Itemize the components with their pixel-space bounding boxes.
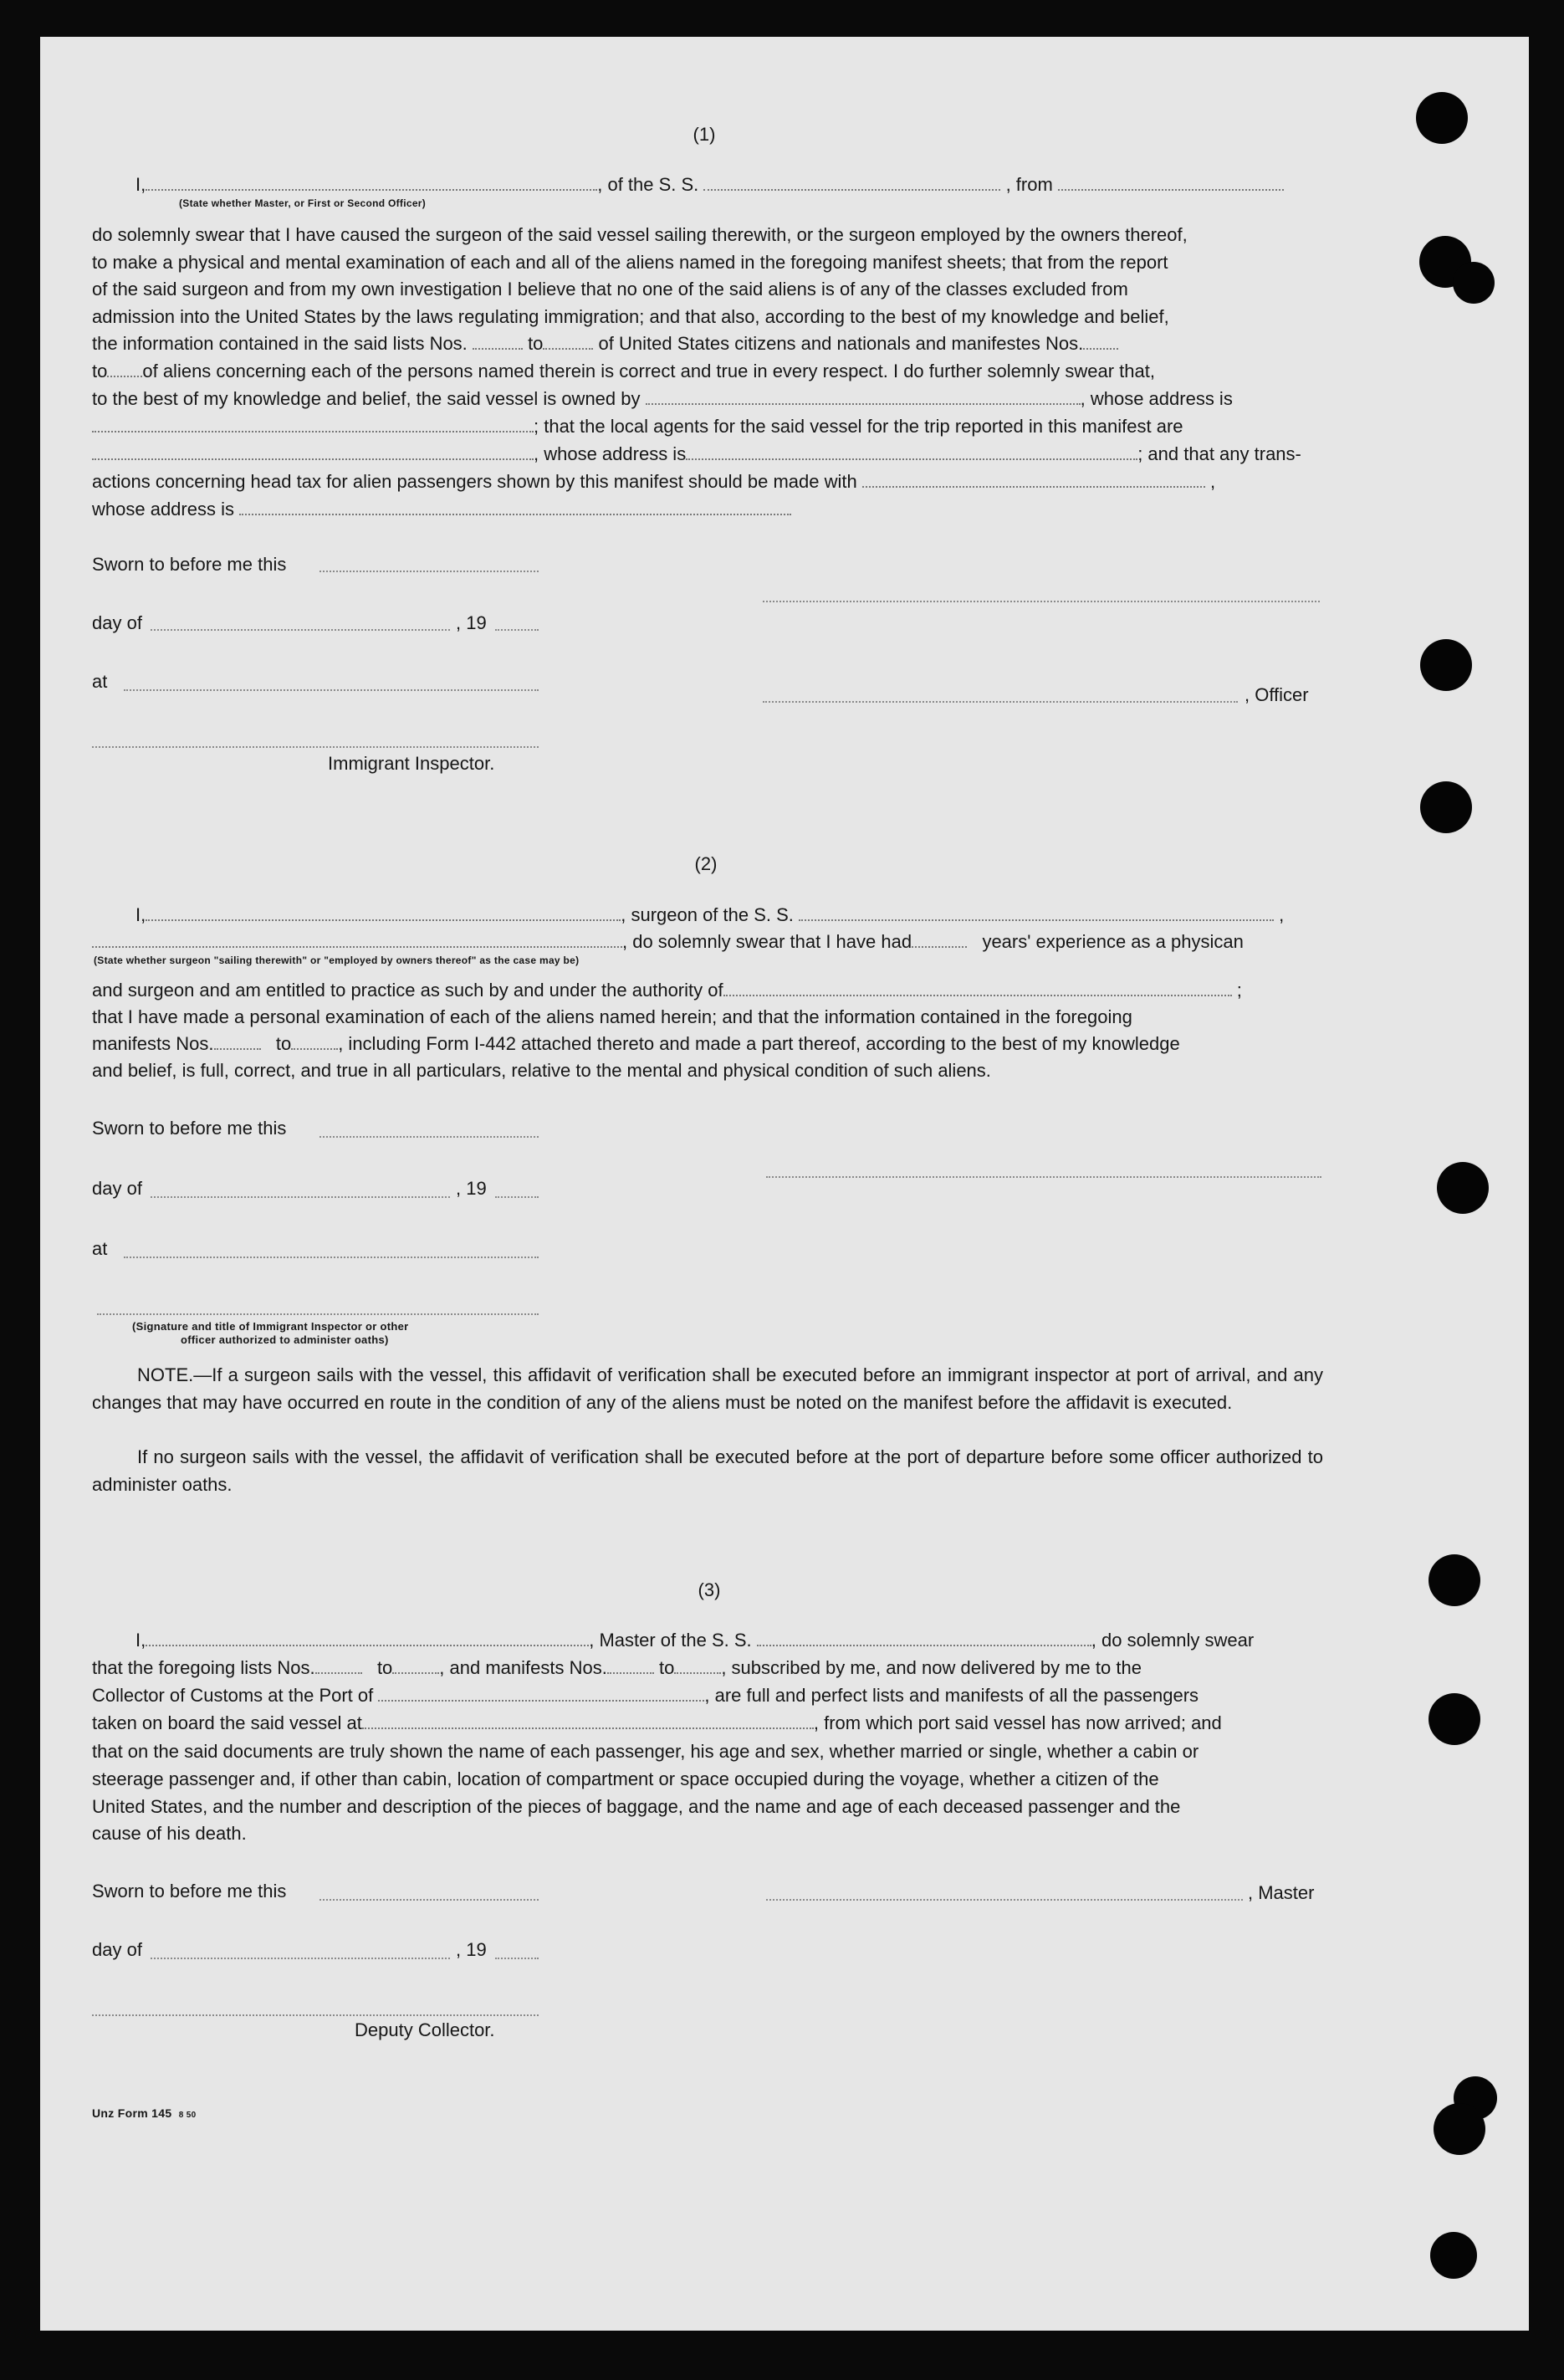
whose-address-label: whose address is [92,499,234,520]
solemnly-swear-text: , do solemnly swear that I have had [622,931,912,952]
manifests-label: manifests Nos. [92,1033,214,1054]
year-field[interactable] [495,1958,539,1959]
section-1-body [92,222,1323,330]
section-1-day-of: day of [92,612,142,633]
note-paragraph-2 [92,1444,1323,1498]
note-text: NOTE.—If a surgeon sails with the vessel, this affidavit of verification shall be executed before an immigrant inspector at port of arrival, and any changes that may have occurred en route in the condition of any of the aliens must be noted on the manifest before the affidavit is executed. [92,1364,1323,1413]
surgeon-type-field[interactable] [92,931,622,948]
section-1-line-1 [135,171,1284,198]
officer-label: , Officer [1245,684,1309,705]
vessel-name-field[interactable] [703,174,1000,191]
officer-note: (State whether Master, or First or Second Officer) [179,197,427,209]
master-signature-line[interactable] [766,1899,1243,1901]
section-2-at: at [92,1238,108,1259]
section-3-line-1 [135,1627,1254,1654]
deputy-signature-line[interactable] [92,2014,539,2016]
inspector-signature-line[interactable] [97,1313,539,1315]
section-1-body-line: of the said surgeon and from my own investigation I believe that no one of the said aliens is of any of the classes excluded from [92,279,1128,300]
month-field[interactable] [151,1958,450,1959]
section-3-line-2 [92,1655,1142,1681]
form-i442-text: , including Form I-442 attached thereto and made a part thereof, according to the best of my knowledge [338,1033,1180,1054]
surgeon-note: (State whether surgeon "sailing therewith" or "employed by owners thereof" as the case may be) [94,955,580,966]
form-label: Unz Form 145 [92,2106,172,2120]
section-3-line-3 [92,1682,1199,1709]
from-port-field[interactable] [1058,174,1284,191]
section-1-line-agents [92,413,1183,440]
punch-hole [1453,262,1495,304]
embarkation-port-field[interactable] [362,1712,814,1729]
to-label: to [376,1657,393,1678]
section-3-i: I, [135,1630,146,1651]
years-experience-field[interactable] [912,931,967,948]
subscribed-text: , subscribed by me, and now delivered by me to the [721,1657,1142,1678]
master-label: , Master [1248,1882,1315,1903]
surgeon-ss-label: , surgeon of the S. S. [621,904,794,925]
punch-hole [1429,1693,1480,1745]
year-field[interactable] [495,1196,539,1198]
address-label: , whose address is [534,443,687,464]
punch-hole [1437,1162,1489,1214]
at-place-field[interactable] [124,1257,539,1258]
signature-note-1: (Signature and title of Immigrant Inspector or other [132,1320,409,1333]
aliens-text: of aliens concerning each of the persons named therein is correct and true in every respect. I do further solemnly swear that, [142,361,1155,381]
owner-address-field[interactable] [92,416,534,432]
month-field[interactable] [151,629,450,631]
lists-label: the information contained in the said lists Nos. [92,333,468,354]
address-label: , whose address is [1080,388,1233,409]
to-label: to [528,333,544,354]
surgeon-vessel-field[interactable] [799,904,1274,921]
section-1-ss-label: , of the S. S. [597,174,699,195]
note-paragraph-1 [92,1362,1323,1416]
to-label: to [275,1033,292,1054]
section-1-body-line: admission into the United States by the laws regulating immigration; and that also, according to the best of my knowledge and belief, [92,305,1169,327]
authority-field[interactable] [723,980,1232,996]
section-3-day-of: day of [92,1939,142,1960]
manifests-no-to-field[interactable] [107,361,142,377]
agents-field[interactable] [92,443,534,460]
note-text: If no surgeon sails with the vessel, the affidavit of verification shall be executed before at the port of departure before some officer authorized to administer oaths. [92,1446,1323,1495]
punch-hole [1434,2103,1485,2155]
section-2-i: I, [135,904,146,925]
punch-hole [1416,92,1468,144]
form-code: 8 50 [178,2111,197,2120]
section-2-line-4: that I have made a personal examination of each of the aliens named herein; and that the information contained in the foregoing [92,1006,1132,1027]
section-1-i: I, [135,174,146,195]
master-ss-label: , Master of the S. S. [589,1630,752,1651]
punch-hole [1429,1554,1480,1606]
section-3-body-line: United States, and the number and description of the pieces of baggage, and the name and age of each deceased passenger and the [92,1796,1181,1817]
owned-by-label: to the best of my knowledge and belief, the said vessel is owned by [92,388,641,409]
section-1-line-agent-address [92,441,1301,468]
section-1-line-owned [92,386,1233,412]
month-field[interactable] [151,1196,450,1198]
section-1-line-aliens [92,358,1155,385]
surgeon-signature-line[interactable] [766,1176,1321,1178]
section-2-line-5 [92,1031,1180,1057]
manifests-label: of United States citizens and nationals and manifestes Nos. [598,333,1084,354]
lists-no-from-field[interactable] [473,333,523,350]
agents-address-field[interactable] [686,443,1137,460]
lists-no-to-field[interactable] [543,333,593,350]
section-1-year: , 19 [456,612,487,633]
taken-on-board-text: taken on board the said vessel at [92,1712,362,1733]
head-tax-party-field[interactable] [862,471,1205,488]
section-3-line-8: cause of his death. [92,1823,247,1844]
section-1-number: (1) [693,124,716,145]
punch-hole [1430,2232,1477,2279]
arrived-text: , from which port said vessel has now arrived; and [813,1712,1222,1733]
agents-text: ; that the local agents for the said vessel for the trip reported in this manifest are [534,416,1183,437]
punch-hole [1420,781,1472,833]
head-tax-text: actions concerning head tax for alien passengers shown by this manifest should be made with [92,471,857,492]
section-3-sworn: Sworn to before me this [92,1881,287,1901]
section-1-body-line: to make a physical and mental examination of each and all of the aliens named in the foregoing manifest sheets; that from the report [92,251,1168,273]
port-field[interactable] [378,1685,704,1702]
sworn-day-field[interactable] [319,1899,539,1901]
master-name-field[interactable] [146,1630,589,1646]
section-2-day-of: day of [92,1178,142,1199]
signature-note-2: officer authorized to administer oaths) [181,1333,389,1346]
section-1-sworn: Sworn to before me this [92,554,287,575]
section-1-body-line: do solemnly swear that I have caused the surgeon of the said vessel sailing therewith, or the surgeon employed by the owners thereof, [92,224,1188,245]
section-1-line-head-tax: actions concerning head tax for alien passengers shown by this manifest should be made with , [92,471,1216,492]
trans-text: ; and that any trans- [1137,443,1301,464]
lists-from-field[interactable] [315,1657,362,1674]
section-3-body [92,1738,1323,1820]
inspector-signature-line[interactable] [92,746,539,748]
section-2-sworn: Sworn to before me this [92,1118,287,1139]
section-1-at: at [92,671,108,692]
deputy-collector-label: Deputy Collector. [355,2019,495,2040]
immigrant-inspector-label: Immigrant Inspector. [328,753,495,774]
section-3-body-line: steerage passenger and, if other than cabin, location of compartment or space occupied during the voyage, whether a citizen of the [92,1768,1159,1789]
years-experience-text: years' experience as a physican [982,931,1244,952]
surgeon-name-field[interactable] [146,904,621,921]
manifests-to-field[interactable] [674,1657,721,1674]
punch-hole [1420,639,1472,691]
section-1-line-whose [92,496,791,523]
at-place-field[interactable] [124,689,539,691]
section-2-line-3: and surgeon and am entitled to practice as such by and under the authority of ; [92,980,1242,1001]
solemnly-swear-text: , do solemnly swear [1091,1630,1255,1651]
owner-field[interactable] [646,388,1081,405]
manifests-no-from-field[interactable] [1083,333,1118,350]
section-2-year: , 19 [456,1178,487,1199]
manifests-from-field[interactable] [214,1033,261,1050]
collector-text: Collector of Customs at the Port of [92,1685,374,1706]
to-label: to [92,361,108,381]
year-field[interactable] [495,629,539,631]
sworn-day-field[interactable] [319,571,539,572]
lists-to-field[interactable] [392,1657,439,1674]
officer-signature-line-1[interactable] [763,601,1320,602]
manifests-label: , and manifests Nos. [439,1657,607,1678]
authority-text: and surgeon and am entitled to practice as such by and under the authority of [92,980,723,1001]
section-1-line-lists [92,330,1323,357]
section-1-from-label: , from [1005,174,1053,195]
section-3-year: , 19 [456,1939,487,1960]
officer-signature-line-2[interactable] [763,701,1238,703]
head-tax-address-field[interactable] [239,499,791,515]
vessel-name-field[interactable] [757,1630,1091,1646]
manifests-from-field[interactable] [607,1657,654,1674]
section-2-number: (2) [694,853,718,874]
form-number [92,2106,196,2120]
perfect-lists-text: , are full and perfect lists and manifests of all the passengers [704,1685,1199,1706]
lists-label: that the foregoing lists Nos. [92,1657,315,1678]
sworn-day-field[interactable] [319,1136,539,1138]
to-label: to [658,1657,675,1678]
section-3-number: (3) [698,1579,721,1600]
section-2-line-2 [92,929,1244,955]
section-2-line-1: I, , surgeon of the S. S. , [135,904,1285,925]
manifests-to-field[interactable] [291,1033,338,1050]
section-3-body-line: that on the said documents are truly shown the name of each passenger, his age and sex, whether married or single, whether a cabin or [92,1741,1199,1762]
section-3-line-4 [92,1710,1222,1737]
section-2-line-6: and belief, is full, correct, and true in all particulars, relative to the mental and physical condition of such aliens. [92,1060,991,1081]
officer-name-field[interactable] [146,174,597,191]
